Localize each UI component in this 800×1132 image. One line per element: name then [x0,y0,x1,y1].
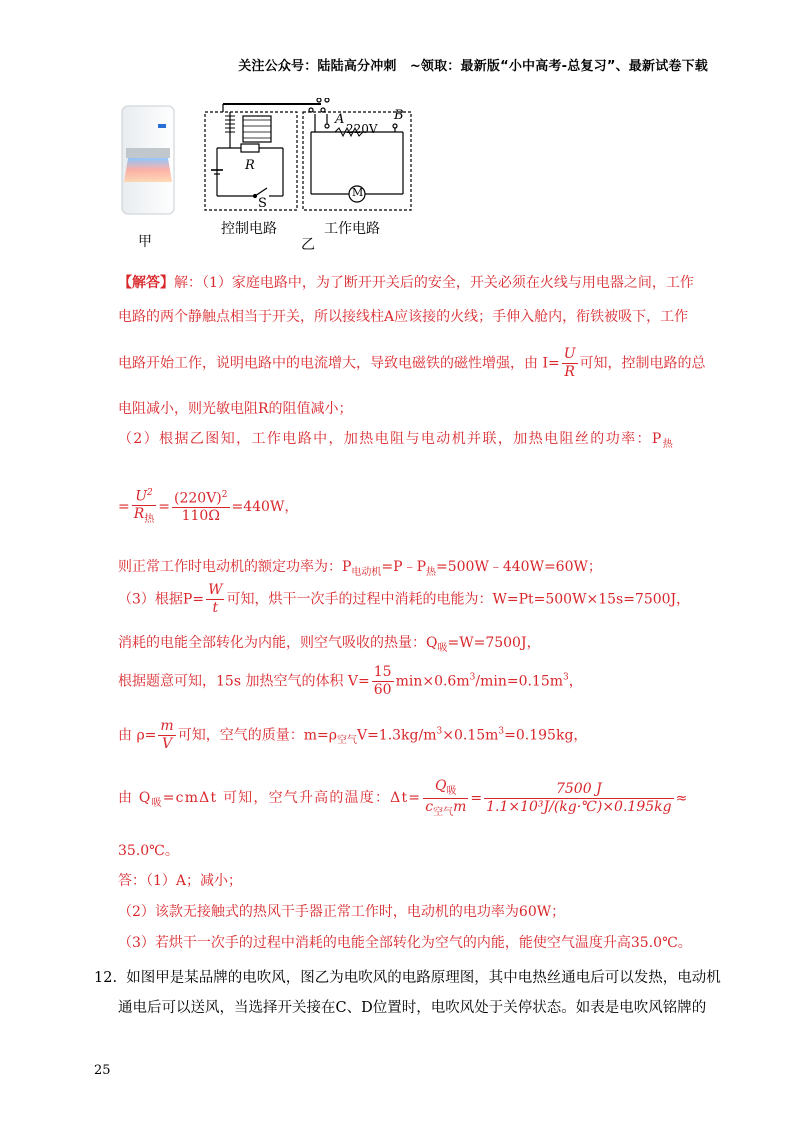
voltage-label: 220V [346,122,378,136]
answer-line-5: （2）根据乙图知，工作电路中，加热电阻与电动机并联，加热电阻丝的功率：$P_热$ [118,431,675,450]
page-header: 关注公众号：陆陆高分冲刺 ~领取：最新版“小中高考-总复习”、最新试卷下载 [238,59,708,74]
motor-label: M [352,186,364,199]
answer-line-16: （3）若烘干一次手的过程中消耗的电能全部转化为空气的内能，能使空气温度升高35.0℃。 [118,935,692,951]
fraction-7500-over-heat: $\frac{7500 J}{\text{1.1×10³J/(kg·℃)×0.195kg}}$ [486,781,672,815]
resistor-label: R [245,158,255,173]
answer-line-13: 35.0℃。 [118,843,179,859]
figure-yi-label: 乙 [301,237,315,253]
answer-line-1: 【解答】解：（1）家庭电路中，为了断开开关后的安全，开关必须在火线与用电器之间，工作 [118,275,694,291]
answer-line-4: 电阻减小，则光敏电阻R的阻值减小； [118,401,353,417]
answer-line-7: 则正常工作时电动机的额定功率为：$P_{电动机}=P﹣P_热=500W﹣440W=60W$； [118,559,602,578]
answer-line-15: （2）该款无接触式的热风干手器正常工作时，电动机的电功率为60W； [118,904,566,920]
work-circuit-label: 工作电路 [324,221,380,237]
answer-line-8: （3）根据P= $\frac{W}{t}$ 可知，烘干一次手的过程中消耗的电能为：W=Pt=500W×15s=7500J， [118,582,691,616]
figure-area [118,98,448,253]
fraction-m-over-v: $\frac{m}{V}$ [160,718,174,752]
page-number: 25 [94,1063,111,1078]
answer-line-11: 由 ρ= $\frac{m}{V}$ 可知，空气的质量：$m=\rho_{空气}V=1.3kg/m^3\times 0.15m^3=0.195kg$， [118,718,588,752]
question-number: 12. [94,970,118,986]
answer-line-6: = $\frac{U^2}{R_热}$ = $\frac{(220V)^2}{110\Omega}$ =440W， [118,488,299,526]
fraction-w-over-t: $\frac{W}{t}$ [208,582,223,616]
answer-line-12: 由 $Q_吸=cm\Delta t$ 可知，空气升高的温度：Δt= $\frac{Q_吸}{c_{空气}m}$ = $\frac{7500 J}{\text{1.1×10³J/(kg·℃)×0.195kg}}$ ≈ [118,778,688,818]
circuit-diagram [203,98,443,218]
fraction-q-over-cm: $\frac{Q_吸}{c_{空气}m}$ [425,778,467,818]
fraction-u-over-r: $\frac{U}{R}$ [563,346,576,380]
answer-line-10: 根据题意可知，15s 加热空气的体积 V= $\frac{15}{60}$ $\min\times 0.6m^3/\min=0.15m^3$， [118,664,583,698]
question-line-1: 12. 如图甲是某品牌的电吹风，图乙为电吹风的电路原理图，其中电热丝通电后可以发热，电动机 [94,970,721,986]
answer-line-14: 答：（1）A；减小； [118,873,243,889]
control-circuit-label: 控制电路 [221,221,277,237]
fraction-220-over-110: $\frac{(220V)^2}{110\Omega}$ [174,489,228,524]
answer-line-3: 电路开始工作，说明电路中的电流增大，导致电磁铁的磁性增强，由 I= $\frac{U}{R}$ 可知，控制电路的总 [118,346,706,380]
fraction-15-over-60: $\frac{15}{60}$ [373,664,392,698]
figure-jia-label: 甲 [138,234,152,250]
answer-line-9: 消耗的电能全部转化为内能，则空气吸收的热量：$Q_吸=W=7500J$， [118,635,541,654]
terminal-b-label: B [394,108,404,123]
hand-dryer-photo [118,104,178,216]
question-line-2: 通电后可以送风，当选择开关接在C、D位置时，电吹风处于关停状态。如表是电吹风铭牌的 [118,1000,707,1016]
answer-tag: 【解答】 [118,275,174,291]
answer-line-2: 电路的两个静触点相当于开关，所以接线柱A应该接的火线；手伸入舱内，衔铁被吸下，工作 [118,309,689,325]
terminal-a-label: A [335,112,345,127]
fraction-u2-over-r: $\frac{U^2}{R_热}$ [133,488,155,526]
switch-label: S [258,196,267,211]
